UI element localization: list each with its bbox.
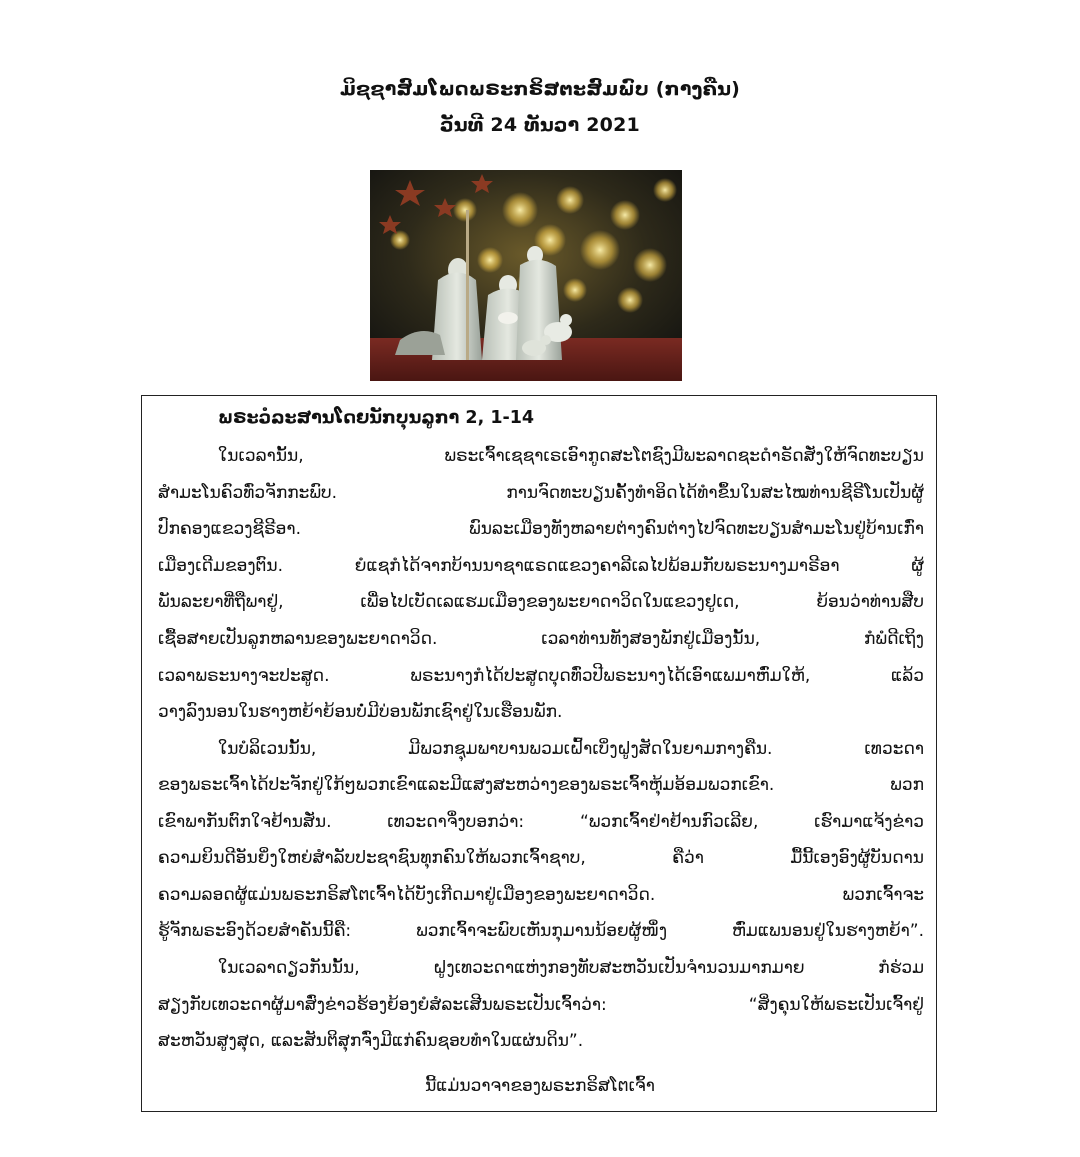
- date-subtitle: ວັນທີ 24 ທັນວາ 2021: [440, 114, 640, 136]
- gospel-reading-box: [141, 395, 937, 1112]
- reading-line: ໃນບໍລິເວນນັ້ນ, ມີພວກຊຸມພາບານພວມເຝົ້າເບິ່ງຝູງສັດໃນຍາມກາງຄືນ. ເທວະດາ: [218, 739, 924, 759]
- reading-line: ປົກຄອງແຂວງຊີຣີອາ. ພົນລະເມືອງທັງຫລາຍຕ່າງຄົນຕ່າງໄປຈົດທະບຽນສຳມະໂນຢູ່ບ້ານເກົ່າ: [158, 519, 924, 539]
- reading-line: ຄວາມຍິນດີອັນຍິ່ງໃຫຍ່ສຳລັບປະຊາຊົນທຸກຄົນໃຫ້ພວກເຈົ້າຊາບ, ຄືວ່າ ມື້ນີ້ເອງອົງຜູ້ບັນດານ: [158, 848, 924, 868]
- reading-line: ເມືອງເດີມຂອງຕົນ. ຍໍແຊກໍໄດ້ຈາກບ້ານນາຊາແຣດແຂວງຄາລີເລໄປພ້ອມກັບພຣະນາງມາຣີອາ ຜູ້: [158, 556, 924, 576]
- nativity-scene-image: [370, 170, 682, 381]
- closing-acclamation: ນີ້ແມ່ນວາຈາຂອງພຣະກຣິສໂຕເຈົ້າ: [425, 1076, 655, 1096]
- reading-line: ໃນເວລາດຽວກັນນັ້ນ, ຝູງເທວະດາແຫ່ງກອງທັບສະຫວັນເປັນຈຳນວນມາກມາຍ ກໍຮ່ວມ: [218, 958, 924, 978]
- reading-line: ວາງລົງນອນໃນຮາງຫຍ້າຍ້ອນບໍ່ມີບ່ອນພັກເຊົາຢູ່ໃນເຮືອນພັກ.: [158, 702, 563, 722]
- reading-line: ສຽງກັບເທວະດາຜູ້ມາສົ່ງຂ່າວຮ້ອງຍ້ອງຍໍສໍລະເສີນພຣະເປັນເຈົ້າວ່າ: “ສິ່ງຄຸນໃຫ້ພຣະເປັນເຈົ້າຢູ່: [158, 995, 924, 1015]
- reading-line: ເຊື້ອສາຍເປັນລູກຫລານຂອງພະຍາດາວິດ. ເວລາທ່ານທັງສອງພັກຢູ່ເມືອງນັ້ນ, ກໍພໍດີເຖິງ: [158, 629, 924, 649]
- page-title: ມິຊຊາສົມໂພດພຣະກຣິສຕະສົມພົບ (ກາງຄືນ): [339, 78, 741, 100]
- reading-line: ເຂົາພາກັນຕົກໃຈຢ້ານສັ່ນ. ເທວະດາຈຶ່ງບອກວ່າ: “ພວກເຈົ້າຢ່າຢ້ານກົວເລີຍ, ເຮົາມາແຈ້ງຂ່າວ: [158, 812, 924, 832]
- reading-line: ໃນເວລານັ້ນ, ພຣະເຈົ້າເຊຊາເຣເອົາກູດສະໂຕຊົງມີພະລາດຊະດຳຣັດສັ່ງໃຫ້ຈົດທະບຽນ: [218, 446, 924, 466]
- reading-heading: ພຣະວໍລະສານໂດຍນັກບຸນລູກາ 2, 1-14: [218, 408, 535, 428]
- reading-line: ສຳມະໂນຄົວທົ່ວຈັກກະພົບ. ການຈົດທະບຽນຄັ້ງທຳອິດໄດ້ທຳຂຶ້ນໃນສະໄໝທ່ານຊີຣີໂນເປັນຜູ້: [158, 483, 924, 503]
- reading-line: ພັນລະຍາທີ່ຖືພາຢູ່, ເພື່ອໄປເບັດເລແຮມເມືອງຂອງພະຍາດາວິດໃນແຂວງຢູເດ, ຍ້ອນວ່າທ່ານສືບ: [158, 592, 924, 612]
- reading-line: ຂອງພຣະເຈົ້າໄດ້ປະຈັກຢູ່ໃກ້ໆພວກເຂົາແລະມີແສງສະຫວ່າງຂອງພຣະເຈົ້າຫຸ້ມອ້ອມພວກເຂົາ. ພວກ: [158, 775, 924, 795]
- reading-line: ເວລາພຣະນາງຈະປະສູດ. ພຣະນາງກໍໄດ້ປະສູດບຸດທົ່ວປີພຣະນາງໄດ້ເອົາແພມາຫົ່ມໃຫ້, ແລ້ວ: [158, 666, 924, 686]
- reading-line: ຮູ້ຈັກພຣະອົງດ້ວຍສຳຄັນນີ້ຄື: ພວກເຈົ້າຈະພົບເຫັນກຸມານນ້ອຍຜູ້ໜຶ່ງ ຫົ່ມແພນອນຢູ່ໃນຮາງຫຍ້າ”.: [158, 921, 924, 941]
- reading-line: ຄວາມລອດຜູ້ແມ່ນພຣະກຣິສໂຕເຈົ້າໄດ້ບັງເກີດມາຢູ່ເມືອງຂອງພະຍາດາວິດ. ພວກເຈົ້າຈະ: [158, 885, 924, 905]
- reading-line: ສະຫວັນສູງສຸດ, ແລະສັນຕິສຸກຈົ່ງມີແກ່ຄົນຊອບທຳໃນແຜ່ນດິນ”.: [158, 1031, 584, 1051]
